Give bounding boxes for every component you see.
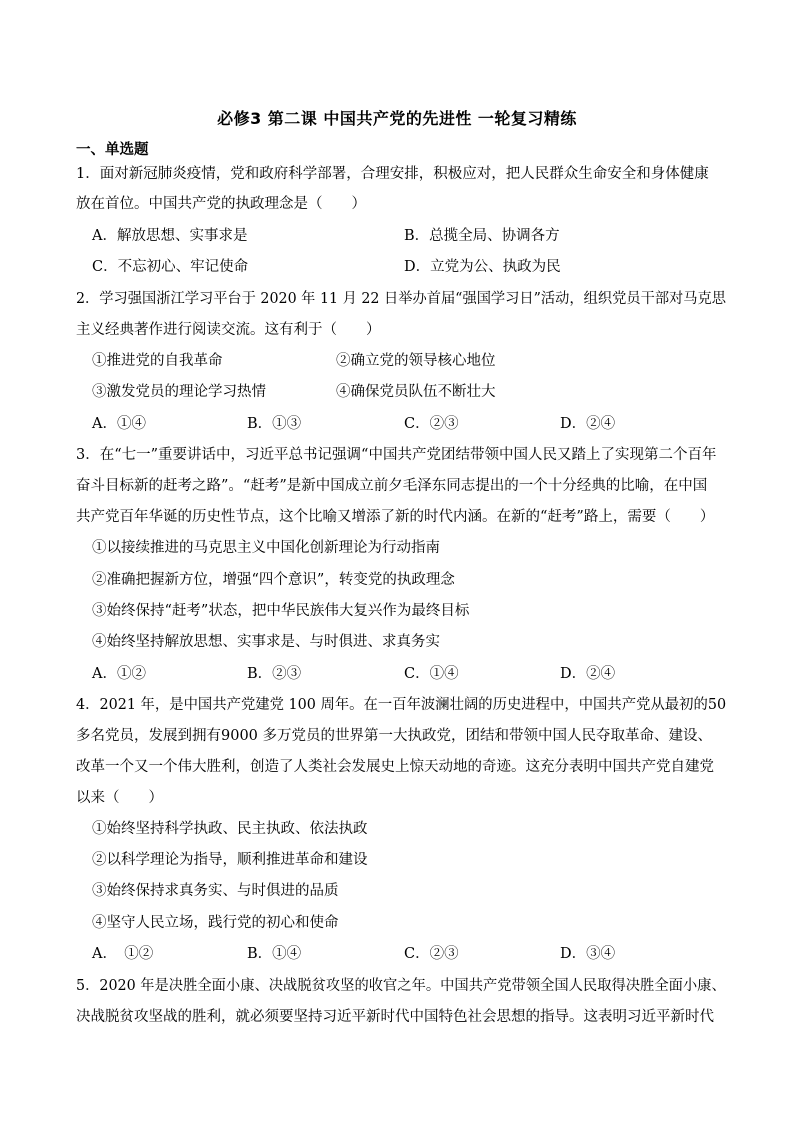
question-2-option-a: A．①④	[92, 416, 146, 432]
question-4-line-1: 4．2021 年，是中国共产党建党 100 周年。在一百年波澜壮阔的历史进程中，中国共产党从最初的50	[76, 697, 727, 713]
question-2-line-1: 2．学习强国浙江学习平台于 2020 年 11 月 22 日举办首届“强国学习日”活动，组织党员干部对马克思	[76, 291, 727, 307]
question-4-option-d: D．③④	[560, 946, 616, 962]
question-2-statement-1: ①推进党的自我革命	[92, 353, 223, 369]
question-4-option-b: B．①④	[247, 946, 302, 962]
question-3-option-b: B．②③	[247, 666, 302, 682]
question-4-line-3: 改革一个又一个伟大胜利，创造了人类社会发展史上惊天动地的奇迹。这充分表明中国共产党自建党	[76, 759, 714, 775]
question-3-line-2: 奋斗目标新的赶考之路”。“赶考”是新中国成立前夕毛泽东同志提出的一个十分经典的比喻，在中国	[76, 478, 708, 494]
question-3-line-1: 3．在“七一”重要讲话中，习近平总书记强调“中国共产党团结带领中国人民又踏上了实现第二个百年	[76, 447, 717, 463]
question-2-statement-3: ③激发党员的理论学习热情	[92, 384, 266, 400]
question-2-option-c: C．②③	[404, 416, 459, 432]
question-3-line-3: 共产党百年华诞的历史性节点，这个比喻又增添了新的时代内涵。在新的“赶考”路上，需要（ ）	[76, 509, 715, 525]
question-1-line-2: 放在首位。中国共产党的执政理念是（ ）	[76, 196, 366, 212]
question-4-line-4: 以来（ ）	[76, 790, 163, 806]
question-4-line-2: 多名党员，发展到拥有9000 多万党员的世界第一大执政党，团结和带领中国人民夺取革命、建设、	[76, 728, 713, 744]
question-3-option-c: C．①④	[404, 666, 459, 682]
question-3-statement-4: ④始终坚持解放思想、实事求是、与时俱进、求真务实	[92, 634, 440, 650]
question-2-option-b: B．①③	[247, 416, 302, 432]
question-3-option-a: A．①②	[92, 666, 146, 682]
question-3-statement-2: ②准确把握新方位，增强“四个意识”，转变党的执政理念	[92, 572, 455, 588]
section-heading: 一、单选题	[76, 142, 149, 158]
question-3-option-d: D．②④	[560, 666, 616, 682]
question-4-statement-1: ①始终坚持科学执政、民主执政、依法执政	[92, 821, 368, 837]
question-1-line-1: 1．面对新冠肺炎疫情，党和政府科学部署，合理安排，积极应对，把人民群众生命安全和身体健康	[76, 166, 709, 182]
question-4-option-c: C．②③	[404, 946, 459, 962]
question-1-option-d: D．立党为公、执政为民	[404, 259, 561, 275]
question-4-option-a: A． ①②	[92, 946, 154, 962]
question-4-statement-4: ④坚守人民立场，践行党的初心和使命	[92, 915, 339, 931]
question-1-option-c: C．不忘初心、牢记使命	[92, 259, 249, 275]
question-2-statement-2: ②确立党的领导核心地位	[336, 353, 496, 369]
question-2-option-d: D．②④	[560, 416, 616, 432]
question-5-line-2: 决战脱贫攻坚战的胜利，就必须要坚持习近平新时代中国特色社会思想的指导。这表明习近平新时代	[76, 1009, 714, 1025]
question-5-line-1: 5．2020 年是决胜全面小康、决战脱贫攻坚的收官之年。中国共产党带领全国人民取得决胜全面小康、	[76, 978, 726, 994]
question-3-statement-1: ①以接续推进的马克思主义中国化创新理论为行动指南	[92, 540, 440, 556]
page-title: 必修3 第二课 中国共产党的先进性 一轮复习精练	[217, 109, 577, 128]
question-4-statement-2: ②以科学理论为指导，顺利推进革命和建设	[92, 852, 368, 868]
question-1-option-b: B．总揽全局、协调各方	[404, 228, 560, 244]
question-2-statement-4: ④确保党员队伍不断壮大	[336, 384, 496, 400]
question-3-statement-3: ③始终保持“赶考”状态，把中华民族伟大复兴作为最终目标	[92, 603, 470, 619]
question-1-option-a: A．解放思想、实事求是	[92, 228, 248, 244]
question-4-statement-3: ③始终保持求真务实、与时俱进的品质	[92, 883, 339, 899]
question-2-line-2: 主义经典著作进行阅读交流。这有利于（ ）	[76, 322, 381, 338]
